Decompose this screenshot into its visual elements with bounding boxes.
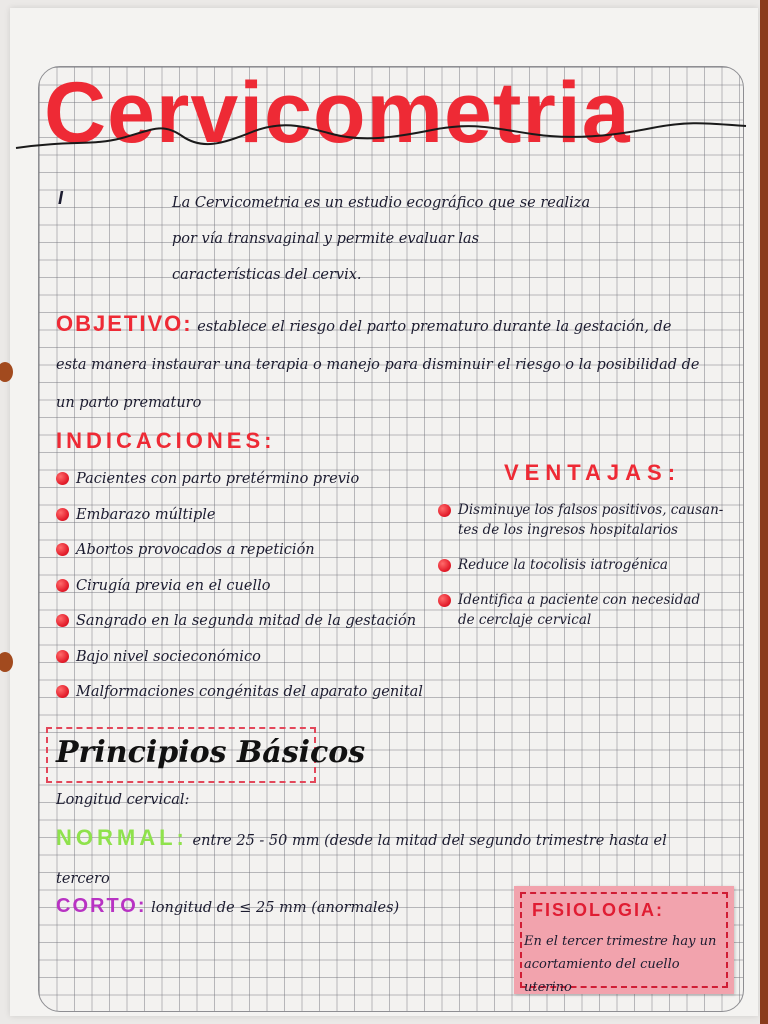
bullet-icon bbox=[438, 559, 451, 572]
intro-paragraph: La Cervicometria es un estudio ecográfico que se realiza por vía transvaginal y permite evaluar las características del cervix. bbox=[172, 195, 591, 283]
intro-marker: I bbox=[58, 188, 64, 208]
fisiologia-title: FISIOLOGIA: bbox=[532, 900, 664, 920]
ventajas-heading: VENTAJAS: bbox=[504, 460, 682, 485]
bullet-icon bbox=[56, 508, 69, 521]
corto-text: longitud de ≤ 25 mm (anormales) bbox=[151, 900, 400, 916]
bullet-icon bbox=[56, 685, 69, 698]
principios-heading: Principios Básicos bbox=[56, 735, 366, 770]
list-item: Sangrado en la segunda mitad de la gestación bbox=[56, 604, 423, 640]
bullet-icon bbox=[438, 594, 451, 607]
corto-paragraph bbox=[56, 895, 399, 918]
bullet-icon bbox=[56, 543, 69, 556]
corto-label: CORTO: bbox=[56, 895, 147, 917]
list-item: Disminuye los falsos positivos, causan- tes de los ingresos hospitalarios bbox=[438, 500, 738, 540]
ventajas-list bbox=[438, 500, 738, 645]
title-swirl-decoration bbox=[12, 108, 752, 158]
normal-text: entre 25 - 50 mm (desde la mitad del segundo trimestre hasta el tercero bbox=[56, 833, 667, 887]
bullet-icon bbox=[438, 504, 451, 517]
bullet-icon bbox=[56, 650, 69, 663]
list-item: Bajo nivel socieconómico bbox=[56, 640, 423, 676]
bullet-icon bbox=[56, 472, 69, 485]
bullet-icon bbox=[56, 579, 69, 592]
indicaciones-heading: INDICACIONES: bbox=[56, 428, 276, 453]
objetivo-paragraph bbox=[56, 305, 706, 422]
list-item: Malformaciones congénitas del aparato genital bbox=[56, 675, 423, 711]
bullet-icon bbox=[56, 614, 69, 627]
objetivo-text: establece el riesgo del parto prematuro durante la gestación, de esta manera instaurar una terapia o manejo para disminuir el riesgo o la posibilidad de un parto prematuro bbox=[56, 319, 700, 411]
fisiologia-note bbox=[514, 886, 734, 994]
list-item: Cirugía previa en el cuello bbox=[56, 569, 423, 605]
list-item: Embarazo múltiple bbox=[56, 498, 423, 534]
page-edge bbox=[760, 0, 768, 1024]
list-item: Reduce la tocolisis iatrogénica bbox=[438, 555, 738, 575]
longitud-label: Longitud cervical: bbox=[56, 792, 190, 808]
list-item: Abortos provocados a repetición bbox=[56, 533, 423, 569]
fisiologia-text: En el tercer trimestre hay un acortamiento del cuello uterino bbox=[524, 934, 717, 995]
list-item: Pacientes con parto pretérmino previo bbox=[56, 462, 423, 498]
normal-label: NORMAL: bbox=[56, 825, 188, 850]
list-item: Identifica a paciente con necesidad de cerclaje cervical bbox=[438, 590, 738, 630]
page-title: Cervicometria bbox=[44, 65, 631, 161]
indicaciones-list bbox=[56, 462, 423, 711]
objetivo-label: OBJETIVO: bbox=[56, 311, 193, 336]
